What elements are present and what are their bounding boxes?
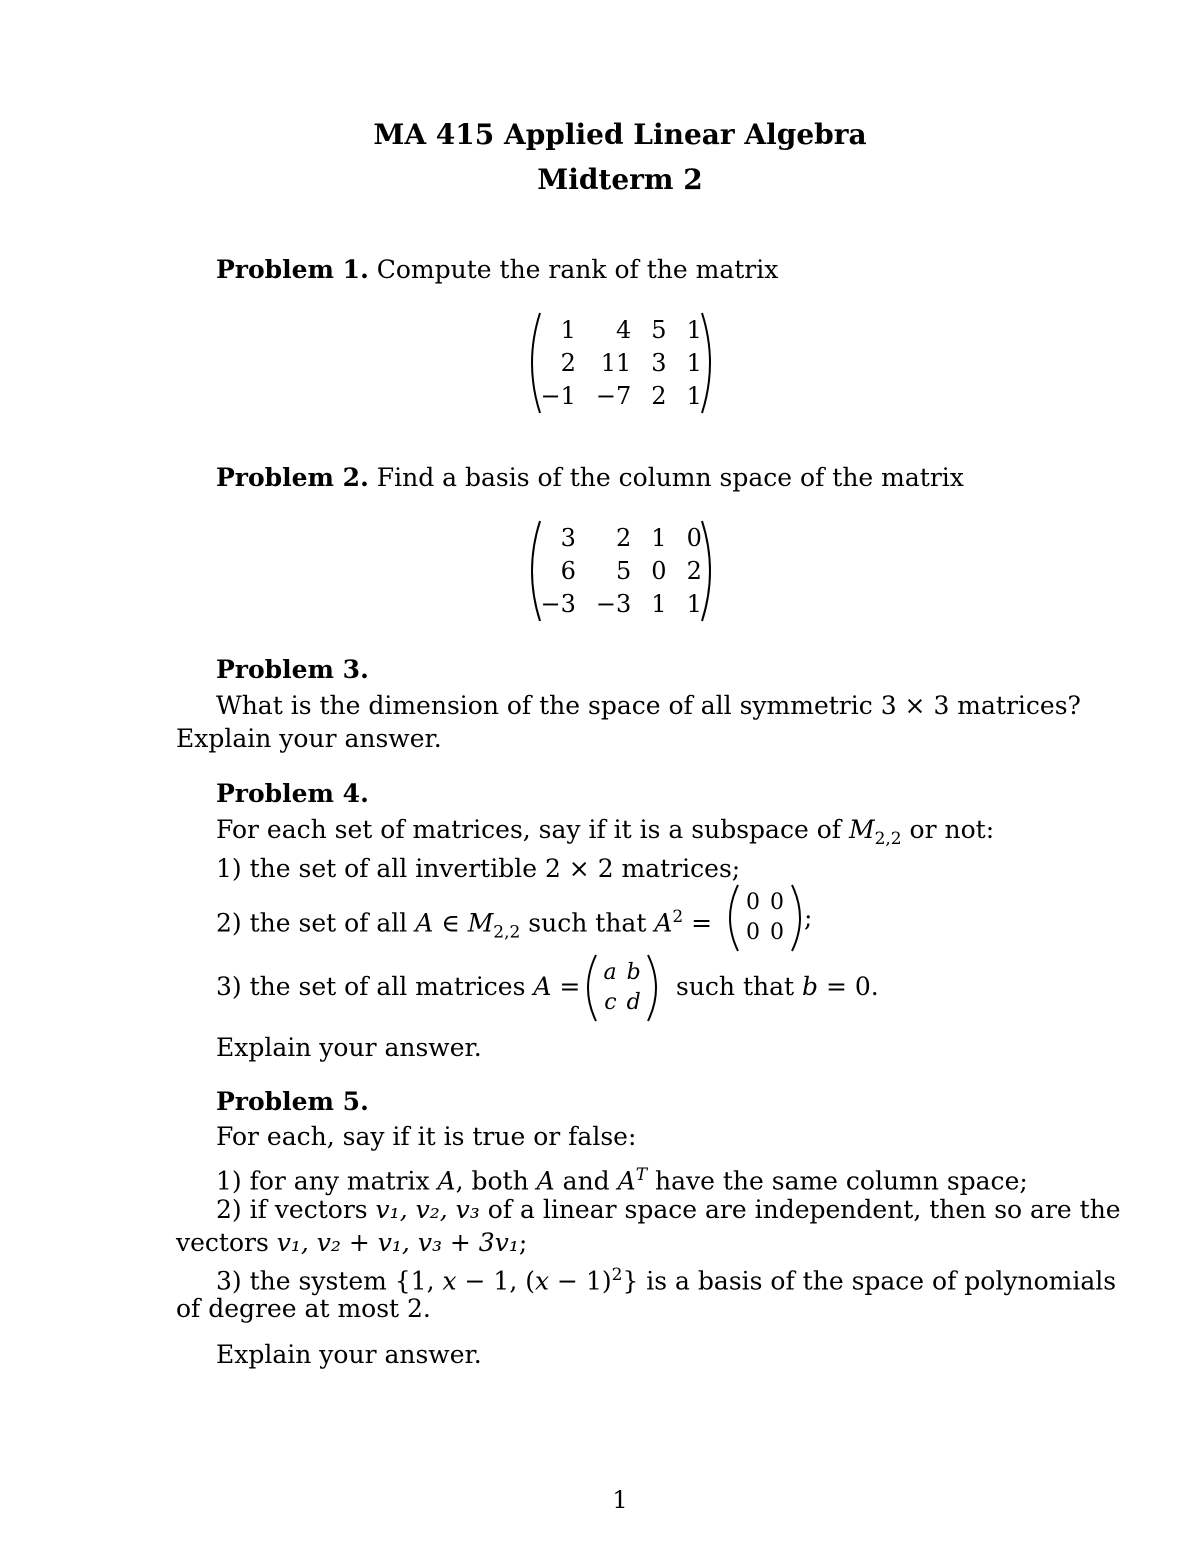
matrix-entry: 1	[651, 523, 667, 552]
matrix-entry: 4	[616, 315, 632, 344]
left-parenthesis	[720, 883, 742, 953]
matrix-entry: 1	[686, 589, 702, 618]
problem-4-item-2-space: M	[467, 908, 494, 938]
problem-4-intro-prefix: For each set of matrices, say if it is a subspace of	[216, 815, 849, 844]
s1-part-d: have the same column space;	[647, 1166, 1028, 1196]
s3-var-x1: x	[442, 1266, 457, 1296]
problem-5-statement-2-cont	[176, 1226, 527, 1259]
general-matrix	[578, 953, 666, 1023]
problem-4-item-3-suffix: such that	[676, 972, 803, 1001]
matrix-row	[599, 988, 646, 1018]
problem-4-item-2	[216, 901, 712, 949]
problem-5-intro: For each, say if it is true or false:	[216, 1122, 637, 1151]
problem-4-item-3-eq: =	[551, 972, 581, 1001]
matrix-entry: −3	[540, 589, 576, 618]
matrix-entry: b	[626, 960, 641, 985]
s2-part-d: ;	[518, 1228, 528, 1257]
matrix-grid	[531, 314, 712, 413]
s2-part-c: vectors	[176, 1228, 277, 1257]
exam-subtitle: Midterm 2	[537, 163, 703, 196]
problem-4-item-3	[216, 970, 580, 1003]
problem-2-prompt: Find a basis of the column space of the matrix	[376, 463, 964, 492]
matrix-entry: −7	[595, 381, 632, 410]
problem-3-question: What is the dimension of the space of all symmetric 3 × 3 matrices?	[216, 691, 1081, 720]
matrix-entry: c	[604, 990, 617, 1015]
problem-4-item-2-eq: =	[683, 908, 713, 938]
problem-2-matrix	[522, 519, 720, 623]
problem-4-item-3-end: = 0.	[818, 972, 879, 1001]
matrix-row	[531, 347, 712, 380]
matrix-entry: 1	[686, 348, 702, 377]
matrix-entry: 0	[746, 920, 760, 945]
s1-transpose: T	[635, 1165, 648, 1185]
matrix-grid	[599, 958, 646, 1018]
matrix-row	[741, 888, 789, 918]
matrix-grid	[531, 522, 712, 621]
matrix-entry: 0	[686, 523, 702, 552]
matrix-entry: 0	[770, 920, 784, 945]
problem-1	[216, 253, 778, 286]
problem-4-explain: Explain your answer.	[216, 1033, 482, 1062]
s1-var-a2: A	[536, 1166, 555, 1196]
problem-3-heading: Problem 3.	[216, 655, 369, 684]
problem-4-item-1: 1) the set of all invertible 2 × 2 matrices;	[216, 854, 741, 883]
matrix-row	[599, 958, 646, 988]
problem-4-intro	[216, 813, 994, 856]
zero-matrix	[720, 883, 813, 953]
s3-part-c: − 1)	[549, 1266, 612, 1296]
matrix-entry: 1	[686, 381, 702, 410]
problem-4-item-2-exp: 2	[672, 907, 684, 927]
matrix-entry: 0	[770, 890, 784, 915]
matrix-entry: a	[603, 960, 617, 985]
problem-5-statement-2	[216, 1193, 1121, 1226]
matrix-entry: 0	[651, 556, 667, 585]
matrix-entry: 6	[560, 556, 576, 585]
matrix-entry: 1	[686, 315, 702, 344]
exam-title: MA 415 Applied Linear Algebra	[373, 118, 867, 151]
s3-part-a: 3) the system {1,	[216, 1266, 443, 1296]
matrix-entry: 5	[651, 315, 667, 344]
s2-vectors-2: v₁, v₂ + v₁, v₃ + 3v₁	[276, 1228, 519, 1257]
problem-5-explain: Explain your answer.	[216, 1340, 482, 1369]
problem-4-item-3-var-b: b	[802, 972, 819, 1001]
matrix-entry: −1	[540, 381, 576, 410]
problem-4-intro-suffix: or not:	[901, 815, 995, 844]
matrix-entry: −3	[595, 589, 632, 618]
matrix-entry: 1	[560, 315, 576, 344]
problem-3-explain: Explain your answer.	[176, 724, 442, 753]
problem-4-item-2-end: ;	[804, 903, 813, 932]
problem-2-heading: Problem 2.	[216, 463, 369, 492]
problem-1-heading: Problem 1.	[216, 255, 369, 284]
matrix-entry: 0	[746, 890, 760, 915]
problem-4-item-2-prefix: 2) the set of all	[216, 908, 416, 938]
s3-exponent: 2	[611, 1265, 623, 1285]
matrix-row	[531, 555, 712, 588]
problem-4-item-3-condition	[676, 970, 879, 1003]
matrix-entry: 2	[651, 381, 667, 410]
problem-4-item-2-var2: A	[654, 908, 673, 938]
s1-part-a: 1) for any matrix	[216, 1166, 438, 1196]
problem-5-statement-1	[216, 1159, 1028, 1197]
problem-2	[216, 461, 964, 494]
page-number: 1	[612, 1486, 628, 1514]
matrix-entry: 3	[560, 523, 576, 552]
s3-part-d: } is a basis of the space of polynomials	[622, 1266, 1117, 1296]
s1-var-a3: A	[617, 1166, 636, 1196]
right-parenthesis	[644, 953, 666, 1023]
problem-4-space-sub: 2,2	[874, 829, 902, 849]
problem-5-heading: Problem 5.	[216, 1087, 369, 1116]
problem-5-statement-3-cont: of degree at most 2.	[176, 1294, 431, 1323]
matrix-entry: 2	[560, 348, 576, 377]
matrix-entry: 3	[651, 348, 667, 377]
s1-var-a: A	[437, 1166, 456, 1196]
matrix-row	[531, 588, 712, 621]
s2-part-b: of a linear space are independent, then so are the	[479, 1195, 1121, 1224]
s1-part-b: , both	[455, 1166, 537, 1196]
problem-4-heading: Problem 4.	[216, 779, 369, 808]
problem-4-space: M	[848, 815, 875, 844]
problem-4-item-2-space-sub: 2,2	[493, 922, 521, 943]
s3-part-b: − 1, (	[456, 1266, 535, 1296]
matrix-row	[531, 314, 712, 347]
matrix-grid	[741, 888, 789, 948]
matrix-entry: 5	[616, 556, 632, 585]
problem-4-item-2-var: A	[415, 908, 434, 938]
s2-part-a: 2) if vectors	[216, 1195, 376, 1224]
problem-4-item-2-middle: such that	[520, 908, 655, 938]
matrix-row	[741, 918, 789, 948]
problem-4-item-3-prefix: 3) the set of all matrices	[216, 972, 534, 1001]
s3-var-x2: x	[535, 1266, 550, 1296]
problem-4-item-2-in: ∈	[433, 908, 468, 938]
matrix-entry: 2	[686, 556, 702, 585]
left-parenthesis	[578, 953, 600, 1023]
problem-1-prompt: Compute the rank of the matrix	[376, 255, 779, 284]
matrix-entry: 2	[616, 523, 632, 552]
matrix-row	[531, 380, 712, 413]
s2-vectors: v₁, v₂, v₃	[375, 1195, 480, 1224]
problem-1-matrix	[522, 311, 720, 415]
s1-part-c: and	[554, 1166, 618, 1196]
matrix-entry: d	[626, 990, 641, 1015]
matrix-row	[531, 522, 712, 555]
matrix-entry: 11	[600, 348, 632, 377]
matrix-entry: 1	[651, 589, 667, 618]
problem-4-item-3-var: A	[533, 972, 552, 1001]
